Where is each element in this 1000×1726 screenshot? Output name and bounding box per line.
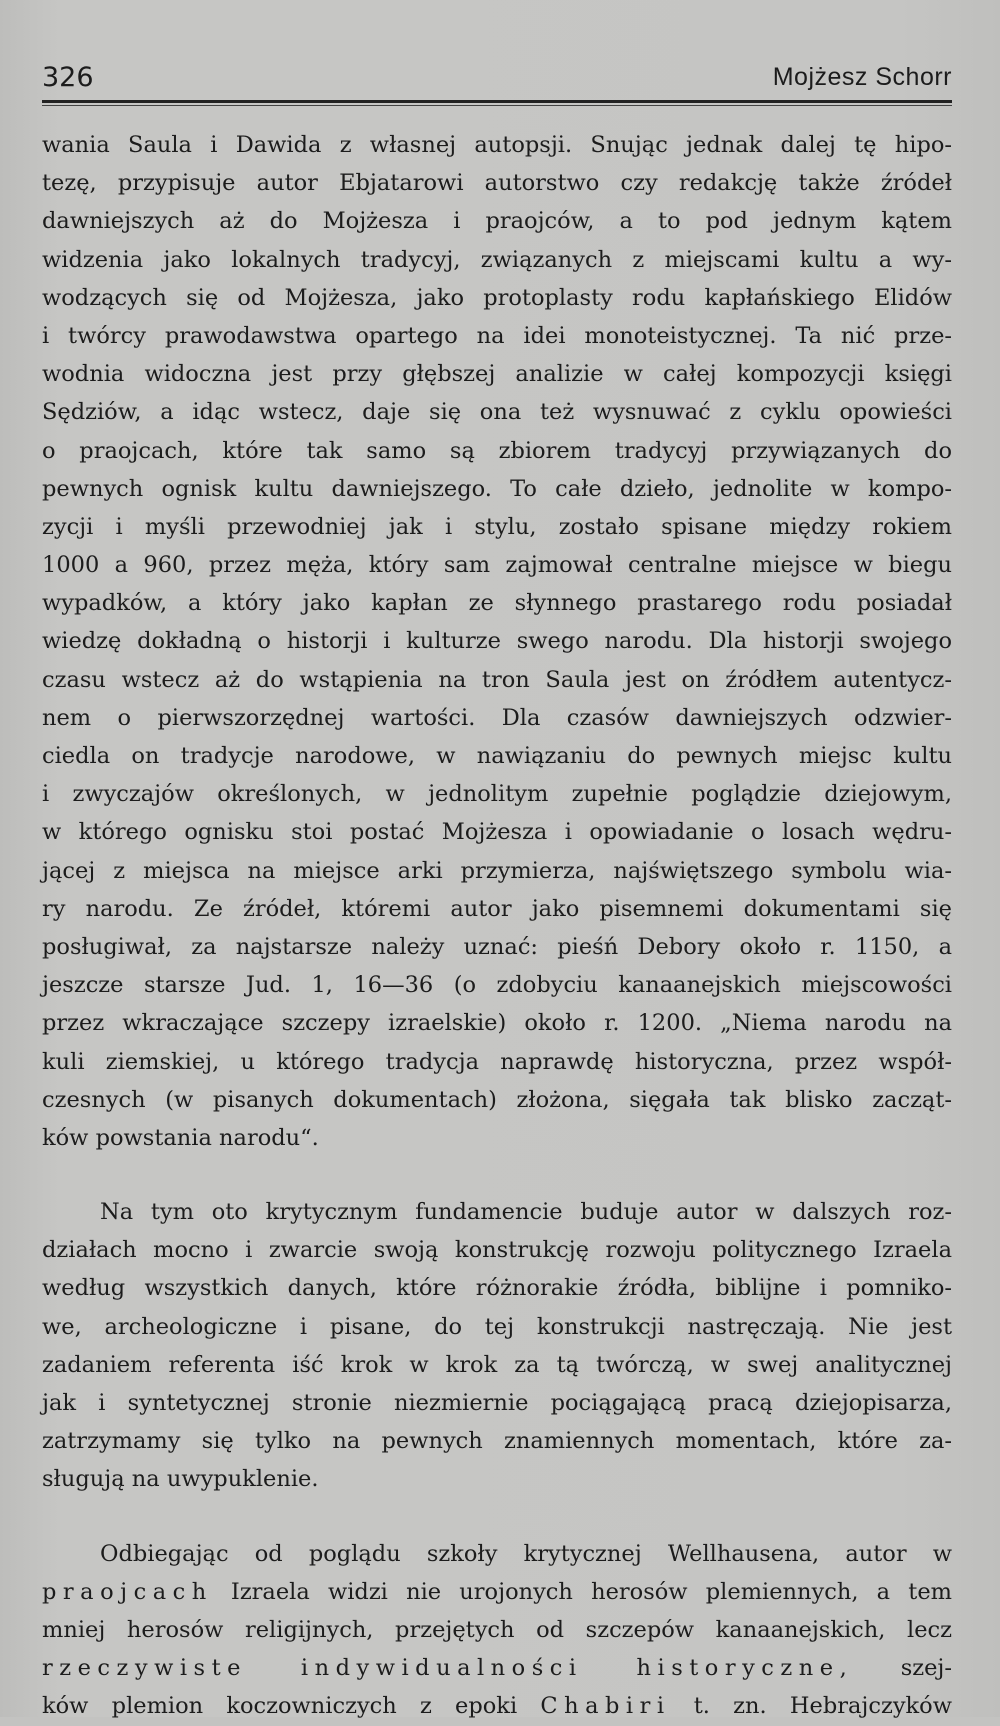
spaced-emphasis: praojcach (42, 1578, 213, 1605)
text-line: czesnych (w pisanych dokumentach) złożona, sięgała tak blisko zacząt- (42, 1086, 952, 1113)
text-line: zadaniem referenta iść krok w krok za tą twórczą, w swej analitycznej (42, 1351, 952, 1378)
text-line: sługują na uwypuklenie. (42, 1466, 319, 1493)
text-line: wiedzę dokładną o historji i kulturze swego narodu. Dla historji swojego (42, 628, 952, 655)
text-line: pewnych ognisk kultu dawniejszego. To całe dzieło, jednolite w kompo- (42, 475, 952, 502)
text-line: jeszcze starsze Jud. 1, 16—36 (o zdobyciu kanaanejskich miejscowości (42, 972, 952, 999)
text-line (42, 1573, 952, 1611)
text-line: o praojcach, które tak samo są zbiorem tradycyj przywiązanych do (42, 437, 952, 464)
text-run: Izraela widzi nie urojonych herosów plemiennych, a tem (212, 1578, 952, 1605)
text-line (42, 1687, 952, 1725)
text-line: przez wkraczające szczepy izraelskie) około r. 1200. „Niema narodu na (42, 1010, 952, 1037)
text-line: zycji i myśli przewodniej jak i stylu, zostało spisane między rokiem (42, 513, 952, 540)
text-line: Na tym oto krytycznym fundamencie buduje autor w dalszych roz- (100, 1199, 952, 1226)
text-line (42, 1649, 952, 1687)
paragraph-1 (42, 126, 952, 1157)
text-line: wodnia widoczna jest przy głębszej analizie w całej kompozycji księgi (42, 361, 952, 388)
text-line: dawniejszych aż do Mojżesza i praojców, a to pod jednym kątem (42, 208, 952, 235)
text-line: ków powstania narodu“. (42, 1124, 319, 1151)
text-line: posługiwał, za najstarsze należy uznać: pieśń Debory około r. 1150, a (42, 933, 952, 960)
running-head (42, 58, 952, 98)
text-line: czasu wstecz aż do wstąpienia na tron Saula jest on źródłem autentycz- (42, 666, 952, 693)
text-line: jak i syntetycznej stronie niezmiernie pociągającą pracą dziejopisarza, (42, 1390, 952, 1416)
text-line: widzenia jako lokalnych tradycyj, związanych z miejscami kultu a wy- (42, 246, 952, 273)
text-line: i twórcy prawodawstwa opartego na idei monoteistycznej. Ta nić prze- (42, 322, 952, 349)
paragraph-gap (42, 1157, 952, 1193)
text-line: kuli ziemskiej, u którego tradycja naprawdę historyczna, przez współ- (42, 1048, 952, 1075)
text-run: t. zn. Hebrajczyków (670, 1693, 952, 1720)
text-line: działach mocno i zwarcie swoją konstrukcję rozwoju politycznego Izraela (42, 1237, 952, 1264)
text-line: jącej z miejsca na miejsce arki przymierza, najświętszego symbolu wia- (42, 857, 952, 884)
header-rule (42, 100, 952, 103)
text-line: Sędziów, a idąc wstecz, daje się ona też wysnuwać z cyklu opowieści (42, 399, 952, 426)
text-line: i zwyczajów określonych, w jednolitym zupełnie poglądzie dziejowym, (42, 781, 952, 808)
spaced-emphasis: Chabiri (540, 1693, 671, 1720)
text-line: tezę, przypisuje autor Ebjatarowi autorstwo czy redakcję także źródeł (42, 170, 952, 197)
paragraph-gap (42, 1499, 952, 1535)
text-line: Odbiegając od poglądu szkoły krytycznej Wellhausena, autor w (100, 1540, 952, 1567)
text-line: wodzących się od Mojżesza, jako protoplasty rodu kapłańskiego Elidów (42, 284, 952, 311)
spaced-emphasis: rzeczywiste indywidualności historyczne, (42, 1655, 854, 1682)
text-line: wania Saula i Dawida z własnej autopsji. Snując jednak dalej tę hipo- (42, 132, 952, 158)
text-line: mniej herosów religijnych, przejętych od szczepów kanaanejskich, lecz (42, 1616, 952, 1643)
text-line: według wszystkich danych, które różnorakie źródła, biblijne i pomniko- (42, 1275, 952, 1302)
text-line: 1000 a 960, przez męża, który sam zajmował centralne miejsce w biegu (42, 552, 952, 579)
page-number: 326 (42, 62, 94, 93)
text-line: wypadków, a który jako kapłan ze słynnego prastarego rodu posiadał (42, 590, 952, 617)
text-line: ry narodu. Ze źródeł, któremi autor jako pisemnemi dokumentami się (42, 895, 952, 922)
text-line: w którego ognisku stoi postać Mojżesza i opowiadanie o losach wędru- (42, 819, 952, 846)
text-line: ciedla on tradycje narodowe, w nawiązaniu do pewnych miejsc kultu (42, 743, 952, 769)
running-head-author: Mojżesz Schorr (772, 63, 952, 91)
text-line: nem o pierwszorzędnej wartości. Dla czasów dawniejszych odzwier- (42, 704, 952, 731)
text-run: ków plemion koczowniczych z epoki (42, 1693, 541, 1720)
text-line: zatrzymamy się tylko na pewnych znamiennych momentach, które za- (42, 1428, 952, 1455)
body-text (42, 126, 952, 1726)
paragraph-3 (42, 1535, 952, 1726)
text-line: we, archeologiczne i pisane, do tej konstrukcji nastręczają. Nie jest (42, 1313, 952, 1340)
text-run: szej- (853, 1655, 952, 1682)
header-rule-thin (42, 105, 952, 106)
paragraph-2 (42, 1193, 952, 1499)
